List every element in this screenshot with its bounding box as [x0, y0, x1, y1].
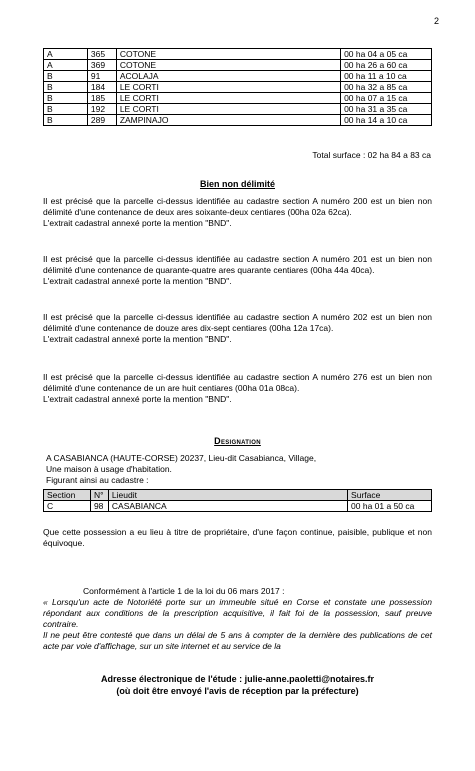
table-row: [44, 60, 432, 71]
possession-paragraph: [43, 527, 432, 549]
bien-non-delimite-heading: [0, 179, 475, 189]
cell-numero: 192: [87, 104, 116, 115]
designation-description: Une maison à usage d'habitation.: [46, 464, 172, 474]
article-block: [43, 586, 432, 652]
cell-numero: 184: [87, 82, 116, 93]
cell-surface: 00 ha 26 a 60 ca: [341, 60, 432, 71]
cell-lieudit: LE CORTI: [116, 82, 340, 93]
designation-heading: [0, 436, 475, 446]
cell-lieudit: COTONE: [116, 49, 340, 60]
cell-lieudit: LE CORTI: [116, 104, 340, 115]
parcel-table: [43, 48, 432, 126]
table-row: [44, 71, 432, 82]
cell-lieudit: COTONE: [116, 60, 340, 71]
table-row: [44, 501, 432, 512]
cell-lieudit: ZAMPINAJO: [116, 115, 340, 126]
table-row: [44, 93, 432, 104]
cell-numero: 365: [87, 49, 116, 60]
cell-section: B: [44, 82, 88, 93]
table-row: [44, 115, 432, 126]
header-surface: Surface: [348, 490, 432, 501]
designation-address-block: [46, 453, 316, 486]
header-lieudit: Lieudit: [108, 490, 347, 501]
cell-numero: 369: [87, 60, 116, 71]
email-line: Adresse électronique de l'étude : julie-anne.paoletti@notaires.fr: [101, 674, 374, 684]
bnd-text: Il est précisé que la parcelle ci-dessus identifiée au cadastre section A numéro 202 est un bien non délimité d'une contenance de douze ares dix-sept centiares (00ha 12a 17ca).: [43, 312, 432, 333]
cell-lieudit: LE CORTI: [116, 93, 340, 104]
header-section: Section: [44, 490, 91, 501]
bnd-paragraph-1: [43, 196, 432, 229]
table-row: [44, 49, 432, 60]
cell-surface: 00 ha 11 a 10 ca: [341, 71, 432, 82]
cell-surface: 00 ha 01 a 50 ca: [348, 501, 432, 512]
bnd-text: Il est précisé que la parcelle ci-dessus identifiée au cadastre section A numéro 201 est un bien non délimité d'une contenance de quarante-quatre ares quarante centiares (00ha 44a 40ca).: [43, 254, 432, 275]
cell-numero: 185: [87, 93, 116, 104]
header-numero: N°: [90, 490, 108, 501]
bnd-mention: L'extrait cadastral annexé porte la mention "BND".: [43, 218, 232, 228]
bnd-mention: L'extrait cadastral annexé porte la mention "BND".: [43, 276, 232, 286]
cell-surface: 00 ha 04 a 05 ca: [341, 49, 432, 60]
bnd-mention: L'extrait cadastral annexé porte la mention "BND".: [43, 334, 232, 344]
article-quote-1: « Lorsqu'un acte de Notoriété porte sur un immeuble situé en Corse et constate une possession répondant aux conditions de la prescription acquisitive, il fait foi de la possession, sauf preuve contraire.: [43, 597, 432, 629]
article-intro: Conformément à l'article 1 de la loi du 06 mars 2017 :: [83, 586, 285, 596]
cell-section: B: [44, 71, 88, 82]
bnd-mention: L'extrait cadastral annexé porte la mention "BND".: [43, 394, 232, 404]
cell-surface: 00 ha 07 a 15 ca: [341, 93, 432, 104]
cell-section: A: [44, 60, 88, 71]
cell-numero: 91: [87, 71, 116, 82]
email-note: (où doit être envoyé l'avis de réception par la préfecture): [116, 686, 359, 696]
cell-surface: 00 ha 32 a 85 ca: [341, 82, 432, 93]
email-block: [0, 673, 475, 697]
cell-section: B: [44, 115, 88, 126]
cell-surface: 00 ha 31 a 35 ca: [341, 104, 432, 115]
cadastre-intro: Figurant ainsi au cadastre :: [46, 475, 149, 485]
bnd-paragraph-2: [43, 254, 432, 287]
table-row: [44, 82, 432, 93]
bnd-text: Il est précisé que la parcelle ci-dessus identifiée au cadastre section A numéro 276 est un bien non délimité d'une contenance de un are huit centiares (00ha 01a 08ca).: [43, 372, 432, 393]
cell-numero: 289: [87, 115, 116, 126]
table-row: [44, 104, 432, 115]
cell-section: A: [44, 49, 88, 60]
designation-address: A CASABIANCA (HAUTE-CORSE) 20237, Lieu-dit Casabianca, Village,: [46, 453, 317, 463]
table-header-row: [44, 490, 432, 501]
article-quote-2: Il ne peut être contesté que dans un délai de 5 ans à compter de la dernière des publications de cet acte par voie d'affichage, sur un site internet et au service de la: [43, 630, 432, 651]
page-number: 2: [433, 16, 439, 26]
possession-text: Que cette possession a eu lieu à titre de propriétaire, d'une façon continue, paisible, publique et non équivoque.: [43, 527, 432, 548]
cell-numero: 98: [90, 501, 108, 512]
bien-heading-text: Bien non délimité: [199, 179, 275, 189]
designation-table: [43, 489, 432, 512]
cell-surface: 00 ha 14 a 10 ca: [341, 115, 432, 126]
bnd-paragraph-3: [43, 312, 432, 345]
cell-section: C: [44, 501, 91, 512]
cell-section: B: [44, 104, 88, 115]
bnd-paragraph-4: [43, 372, 432, 405]
cell-lieudit: CASABIANCA: [108, 501, 347, 512]
bnd-text: Il est précisé que la parcelle ci-dessus identifiée au cadastre section A numéro 200 est un bien non délimité d'une contenance de deux ares soixante-deux centiares (00ha 02a 62ca).: [43, 196, 432, 217]
cell-section: B: [44, 93, 88, 104]
cell-lieudit: ACOLAJA: [116, 71, 340, 82]
designation-heading-text: Designation: [214, 436, 261, 446]
total-surface: Total surface : 02 ha 84 a 83 ca: [312, 150, 431, 160]
